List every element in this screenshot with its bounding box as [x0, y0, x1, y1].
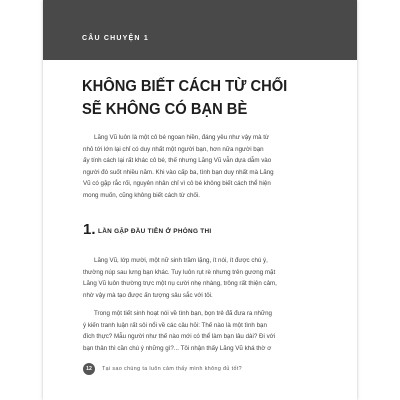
chapter-title [82, 75, 329, 121]
running-title: Tại sao chúng ta luôn cảm thấy mình không đủ tốt? [102, 366, 243, 372]
text-line: người đó suốt nhiều năm. Khi vào cấp ba, tình bạn duy nhất mà Lăng [83, 168, 274, 176]
page-number-badge: 12 [83, 363, 95, 375]
section-heading [83, 221, 333, 240]
text-line: Lăng Vũ luôn thường trực một nụ cười nhẹ nhàng, trông rất thiện cảm, [83, 280, 277, 288]
text-line: Trong một tiết sinh hoạt nói về tình bạn, bọn trẻ đã đưa ra những [94, 310, 272, 317]
chapter-banner [43, 0, 357, 60]
text-line: bạn thân thì cần chú ý những gì?... Tôi nhận thấy Lăng Vũ khá thờ ơ [83, 344, 272, 352]
section-number: 1. [83, 221, 96, 238]
chapter-title-line: KHÔNG BIẾT CÁCH TỪ CHỐI [82, 78, 288, 95]
chapter-title-line: SẼ KHÔNG CÓ BẠN BÈ [82, 101, 248, 118]
text-line: thường núp sau lưng bạn khác. Tuy luôn rụt rè nhưng trên gương mặt [83, 268, 276, 276]
text-line: mong muốn, cũng không biết cách từ chối. [83, 191, 200, 199]
text-line: Lăng Vũ luôn là một cô bé ngoan hiền, đáng yêu như vậy mà từ [94, 134, 270, 141]
text-line: Vũ có gặp rắc rối, nguyên nhân chỉ vì cô bé không biết cách thể hiện [83, 180, 271, 188]
body-paragraph [83, 308, 329, 354]
text-line: ý kiến tranh luận rất sôi nổi về các câu hỏi: Thế nào là một tình bạn [83, 321, 267, 329]
intro-paragraph [83, 132, 329, 202]
book-page [43, 0, 357, 400]
text-line: nhờ vậy mà tạo được ấn tượng sâu sắc với tôi. [83, 291, 213, 299]
text-line: đích thực? Mẫu người như thế nào mới có thể làm bạn lâu dài? Đi với [83, 333, 276, 341]
body-paragraph [83, 255, 329, 301]
text-line: ấy tính cách lại rất khác cô bé, thế nhưng Lăng Vũ vẫn dựa dẫm vào [83, 157, 272, 165]
chapter-label: CÂU CHUYỆN 1 [82, 35, 149, 42]
section-title: LẦN GẶP ĐẦU TIÊN Ở PHÒNG THI [98, 228, 212, 235]
text-line: nhỏ tới lớn lại chỉ có duy nhất một người bạn, hơn nữa người bạn [83, 145, 264, 153]
page-footer [83, 363, 343, 375]
text-line: Lăng Vũ, lớp mười, một nữ sinh trầm lặng, ít nói, ít được chú ý, [94, 257, 268, 264]
